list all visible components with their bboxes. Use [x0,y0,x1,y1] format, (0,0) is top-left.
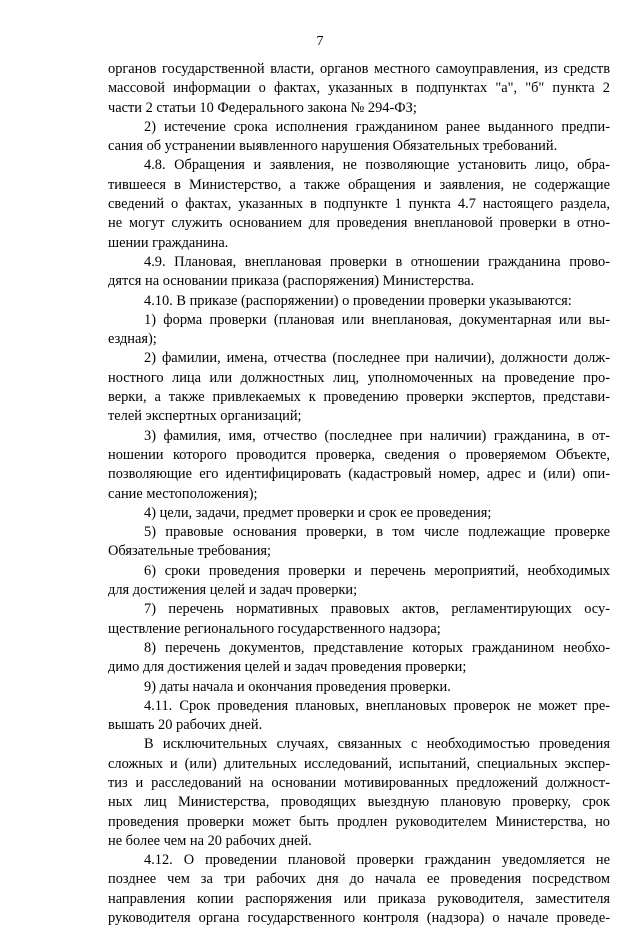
text-line: сания об устранении выявленного нарушения Обязательных требований. [108,138,558,155]
text-line: 1) форма проверки (плановая или внеплановая, документарная или вы- [144,311,610,328]
text-line: сание местоположения); [108,485,258,502]
text-line: 7) перечень нормативных правовых актов, регламентирующих осу- [144,601,610,618]
text-line: направления копии распоряжения или приказа руководителя, заместителя [108,890,610,907]
document-body [108,60,610,928]
text-line: позволяющие его идентифицировать (кадастровый номер, адрес и (или) опи- [108,466,610,483]
text-line: ностного лица или должностных лиц, уполномоченных на проведение про- [108,369,610,386]
text-line: 8) перечень документов, представление которых гражданином необхо- [144,639,610,656]
text-line: тиз и расследований на основании мотивированных предложений должност- [108,774,610,791]
text-line: 5) правовые основания проверки, в том числе подлежащие проверке [144,524,610,541]
page-number: 7 [316,34,324,49]
text-line: шении гражданина. [108,234,229,251]
text-line: дятся на основании приказа (распоряжения) Министерства. [108,273,475,290]
text-line: 2) фамилии, имена, отчества (последнее при наличии), должности долж- [144,350,610,367]
text-line: сложных и (или) длительных исследований, испытаний, специальных экспер- [108,755,610,772]
text-line: позднее чем за три рабочих дня до начала ее проведения посредством [108,871,610,888]
text-line: 4) цели, задачи, предмет проверки и срок ее проведения; [144,504,492,521]
text-line: 9) даты начала и окончания проведения проверки. [144,678,451,695]
text-line: органов государственной власти, органов местного самоуправления, из средств [108,61,610,77]
text-line: ношении которого проводится проверка, сведения о проверяемом Объекте, [108,446,610,463]
text-line: 2) истечение срока исполнения гражданином ранее выданного предпи- [144,118,610,135]
text-line: массовой информации о фактах, указанных в подпунктах "а", "б" пункта 2 [108,80,610,97]
text-line: верки, а также привлекаемых к проведению проверки экспертов, представи- [108,389,610,406]
text-line: 3) фамилия, имя, отчество (последнее при наличии) гражданина, в от- [144,427,610,444]
text-line: 4.9. Плановая, внеплановая проверки в отношении гражданина прово- [144,253,610,270]
text-line: не могут служить основанием для проведения внеплановой проверки в отно- [108,215,610,232]
text-line: вышать 20 рабочих дней. [108,717,263,734]
text-line: димо для достижения целей и задач проведения проверки; [108,659,467,676]
text-line: телей экспертных организаций; [108,408,302,425]
text-line: В исключительных случаях, связанных с необходимостью проведения [144,736,610,753]
text-line: 4.10. В приказе (распоряжении) о проведении проверки указываются: [144,292,572,309]
text-line: сведений о фактах, указанных в подпункте 1 пункта 4.7 настоящего раздела, [108,196,610,213]
text-line: тившееся в Министерство, а также обращения и заявления, не содержащие [108,176,610,193]
text-line: ных лиц Министерства, проводящих выездную плановую проверку, срок [108,794,610,811]
text-line: руководителя органа государственного контроля (надзора) о начале проведе- [108,910,610,927]
text-line: 4.8. Обращения и заявления, не позволяющие установить лицо, обра- [144,157,610,174]
text-line: проведения проверки может быть продлен руководителем Министерства, но [108,813,610,830]
text-line: части 2 статьи 10 Федерального закона № 294-ФЗ; [108,99,417,116]
text-line: не более чем на 20 рабочих дней. [108,832,312,849]
text-line: для достижения целей и задач проверки; [108,582,358,599]
text-line: 4.12. О проведении плановой проверки гражданин уведомляется не [144,852,610,869]
text-line: ществление регионального государственного надзора; [108,620,441,637]
text-line: Обязательные требования; [108,543,272,560]
text-line: ездная); [108,331,157,348]
text-line: 6) сроки проведения проверки и перечень мероприятий, необходимых [144,562,610,579]
text-line: 4.11. Срок проведения плановых, внеплановых проверок не может пре- [144,697,610,714]
